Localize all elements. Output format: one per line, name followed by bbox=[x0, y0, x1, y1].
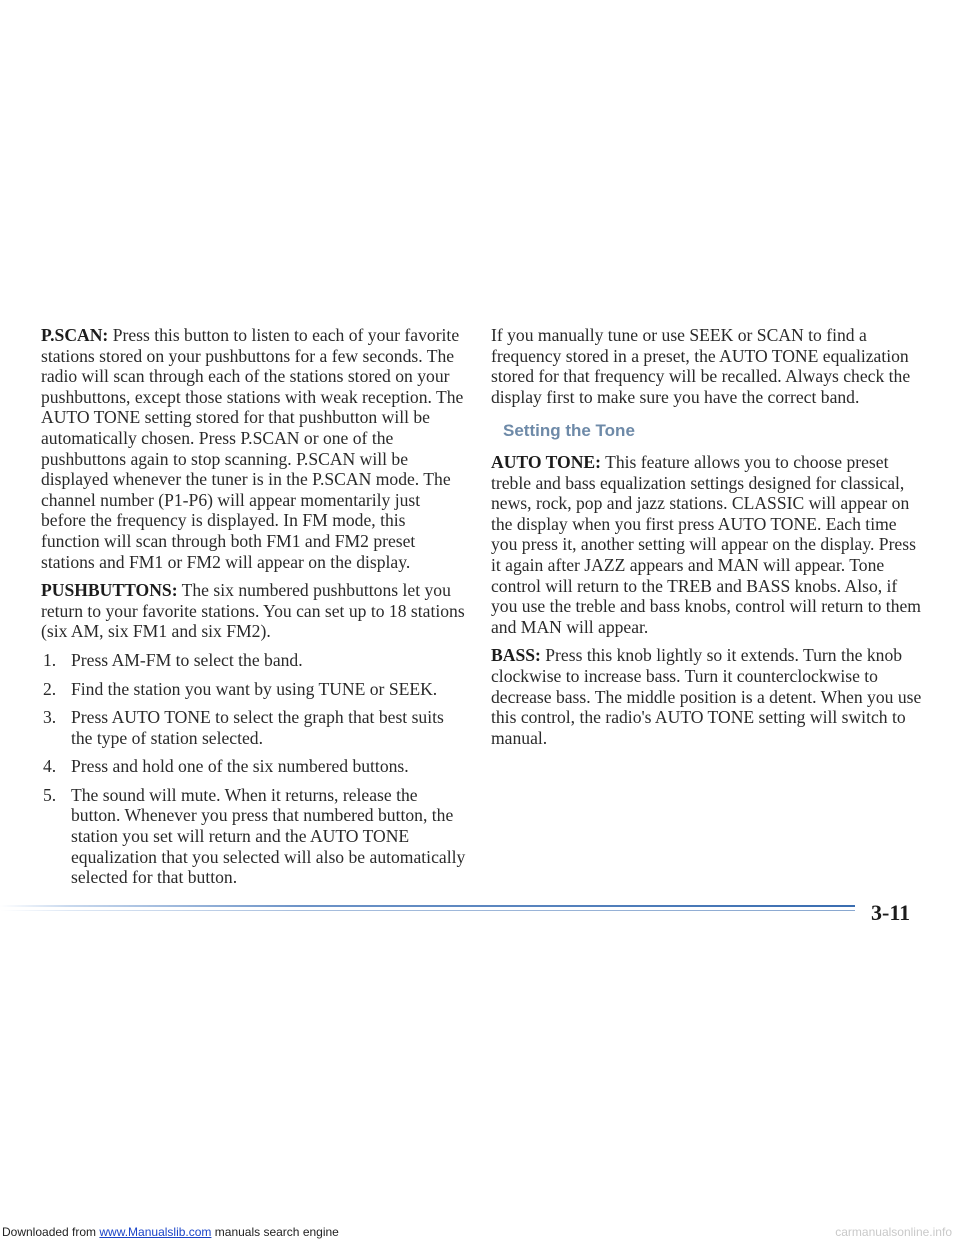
step-item bbox=[41, 707, 468, 748]
page-number: 3-11 bbox=[871, 900, 911, 925]
bass-paragraph bbox=[491, 645, 923, 748]
section-heading: Setting the Tone bbox=[503, 421, 635, 441]
divider-line bbox=[0, 905, 855, 907]
pscan-paragraph bbox=[41, 325, 468, 572]
step-number: 4. bbox=[43, 756, 57, 777]
pscan-text: Press this button to listen to each of your favorite stations stored on your pushbuttons for a few seconds. The radio will scan through each of the stations stored on your pushbuttons, except those stations with weak reception. The AUTO TONE setting stored for that pushbutton will be automatically chosen. Press P.SCAN or one of the pushbuttons again to stop scanning. P.SCAN will be displayed whenever the tuner is in the P.SCAN mode. The channel number (P1-P6) will appear momentarily just before the frequency is displayed. In FM mode, this function will scan through both FM1 and FM2 preset stations and FM1 or FM2 will appear on the display. bbox=[41, 325, 464, 572]
pushbuttons-label: PUSHBUTTONS: bbox=[41, 580, 178, 601]
credit-suffix: manuals search engine bbox=[211, 1225, 339, 1239]
step-text: Press and hold one of the six numbered buttons. bbox=[71, 756, 409, 777]
manual-tune-paragraph: If you manually tune or use SEEK or SCAN to find a frequency stored in a preset, the AUTO TONE equalization stored for that frequency will be recalled. Always check the display first to make sure you have the correct band. bbox=[491, 325, 911, 407]
watermark-text: carmanualsonline.info bbox=[835, 1225, 952, 1239]
step-text: Press AUTO TONE to select the graph that best suits the type of station selected. bbox=[71, 707, 444, 748]
step-number: 2. bbox=[43, 678, 57, 699]
auto-tone-label: AUTO TONE: bbox=[491, 451, 601, 472]
left-column bbox=[41, 325, 468, 896]
step-text: Find the station you want by using TUNE or SEEK. bbox=[71, 678, 438, 699]
step-item bbox=[41, 785, 468, 888]
manualslib-link[interactable]: www.Manualslib.com bbox=[99, 1225, 212, 1239]
step-number: 1. bbox=[43, 649, 57, 670]
bass-text: Press this knob lightly so it extends. Turn the knob clockwise to increase bass. Turn it counterclockwise to decrease bass. The middle position is a detent. When you use this control, the radio's AUTO TONE setting will switch to manual. bbox=[491, 645, 922, 748]
page-footer-rule bbox=[0, 900, 960, 940]
credit-prefix: Downloaded from bbox=[2, 1225, 100, 1239]
step-item bbox=[41, 650, 468, 671]
step-number: 3. bbox=[43, 707, 57, 728]
right-column bbox=[491, 325, 923, 756]
pushbuttons-text: The six numbered pushbuttons let you return to your favorite stations. You can set up to 18 stations (six AM, six FM1 and six FM2). bbox=[41, 580, 465, 642]
step-item bbox=[41, 756, 468, 777]
download-credit bbox=[2, 1222, 339, 1242]
step-item bbox=[41, 679, 468, 700]
auto-tone-text: This feature allows you to choose preset treble and bass equalization settings designed for classical, news, rock, pop and jazz stations. CLASSIC will appear on the display when you first press AUTO TONE. Each time you press it, another setting will appear on the display. Press it again after JAZZ appears and MAN will appear. Tone control will return to the TREB and BASS knobs. Also, if you use the treble and bass knobs, control will return to them and MAN will appear. bbox=[491, 451, 921, 637]
divider-line-thin bbox=[0, 910, 855, 911]
preset-steps-list bbox=[41, 650, 468, 888]
step-text: Press AM-FM to select the band. bbox=[71, 649, 303, 670]
auto-tone-paragraph bbox=[491, 452, 923, 637]
bass-label: BASS: bbox=[491, 645, 541, 666]
step-text: The sound will mute. When it returns, release the button. Whenever you press that numbered button, the station you set will return and the AUTO TONE equalization that you selected will also be automatically selected for that button. bbox=[71, 784, 466, 888]
download-footer bbox=[0, 1222, 960, 1242]
step-number: 5. bbox=[43, 784, 57, 805]
pushbuttons-paragraph bbox=[41, 580, 468, 642]
pscan-label: P.SCAN: bbox=[41, 325, 109, 345]
